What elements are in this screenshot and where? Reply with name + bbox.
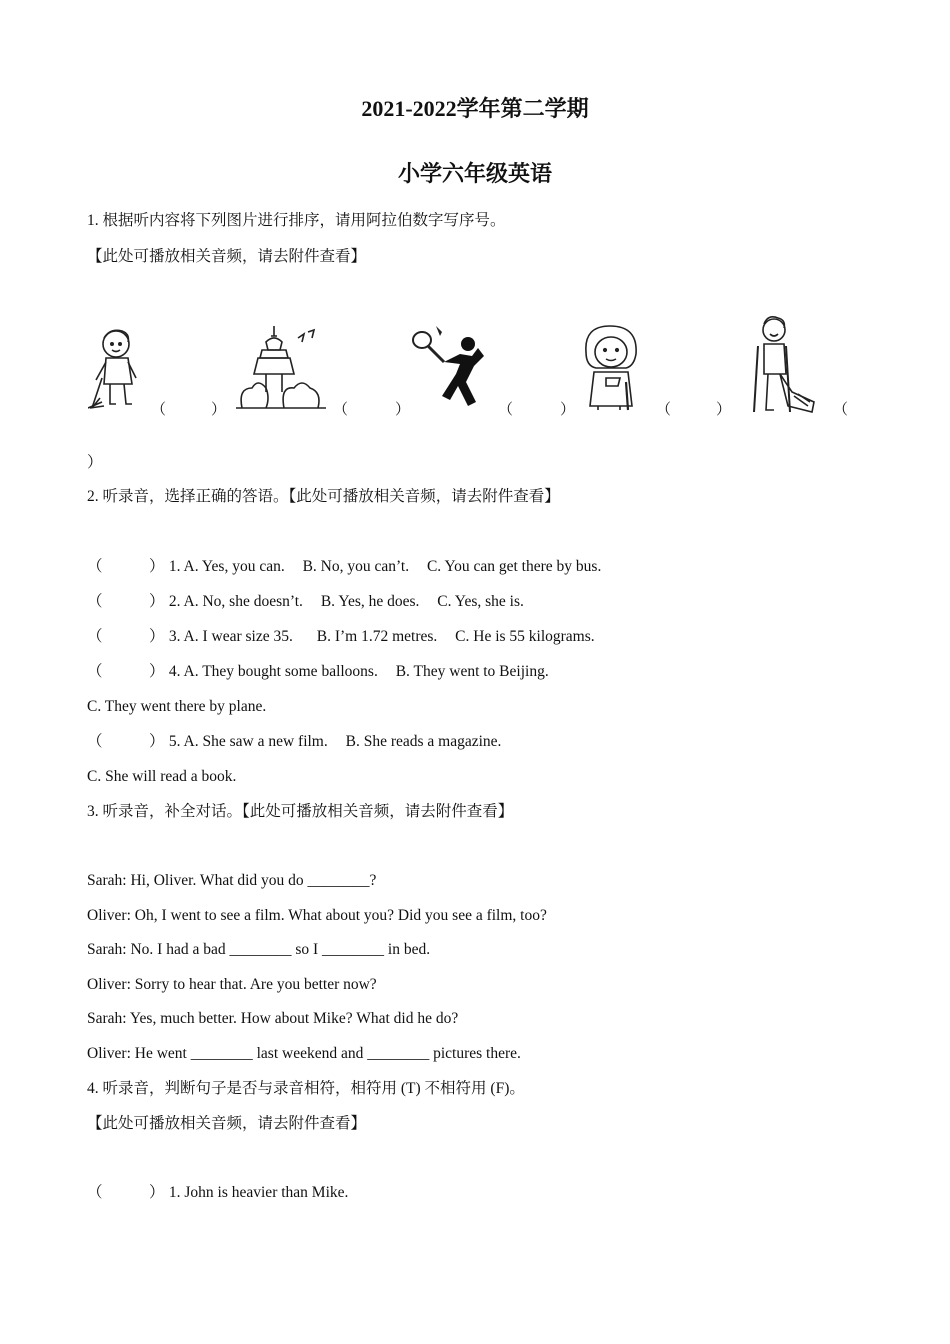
q2-item-5 xyxy=(87,732,501,752)
q4-prompt: 4. 听录音，判断句子是否与录音相符，相符用 (T) 不相符用 (F)。 xyxy=(87,1080,525,1097)
picture-boy-sweeping xyxy=(88,322,146,412)
q3-prompt: 3. 听录音，补全对话。【此处可播放相关音频，请去附件查看】 xyxy=(87,803,514,820)
option-c: C. You can get there by bus. xyxy=(426,558,602,575)
option-a: A. She saw a new film. xyxy=(183,733,328,750)
option-c: C. He is 55 kilograms. xyxy=(455,628,595,645)
page-subtitle: 小学六年级英语 xyxy=(397,161,552,186)
answer-paren-3-close: ） xyxy=(560,402,576,418)
q2-item-1 xyxy=(87,557,601,577)
option-a: A. I wear size 35. xyxy=(183,628,293,645)
answer-paren[interactable]: （ ） xyxy=(87,663,165,680)
q1-prompt: 1. 根据听内容将下列图片进行排序，请用阿拉伯数字写序号。 xyxy=(87,212,506,229)
answer-paren[interactable]: （ ） xyxy=(87,733,165,750)
option-b: B. They went to Beijing. xyxy=(395,663,549,680)
answer-paren-3-open[interactable]: （ xyxy=(498,402,514,418)
option-b: B. No, you can’t. xyxy=(302,558,410,575)
answer-paren-4-open[interactable]: （ xyxy=(656,402,672,418)
answer-paren[interactable]: （ ） xyxy=(87,558,165,575)
dialogue-line-6: Oliver: He went ________ last weekend and ________ pictures there. xyxy=(87,1045,521,1062)
q2-item-2 xyxy=(87,592,524,612)
item-number: 1. xyxy=(168,558,181,575)
q2-item-3 xyxy=(87,627,595,647)
q1-audio-note: 【此处可播放相关音频，请去附件查看】 xyxy=(87,248,367,265)
picture-badminton-player xyxy=(410,322,492,412)
q2-item-5-option-c: C. She will read a book. xyxy=(87,768,237,785)
dialogue-line-3: Sarah: No. I had a bad ________ so I ________ in bed. xyxy=(87,941,431,958)
option-c: C. Yes, she is. xyxy=(437,593,524,610)
item-number: 3. xyxy=(168,628,181,645)
option-b: B. I’m 1.72 metres. xyxy=(316,628,438,645)
option-b: B. Yes, he does. xyxy=(320,593,420,610)
answer-paren-5-open[interactable]: （ xyxy=(833,402,849,418)
option-a: A. Yes, you can. xyxy=(183,558,285,575)
statement: 1. John is heavier than Mike. xyxy=(168,1184,349,1201)
q2-item-4 xyxy=(87,662,549,682)
dialogue-line-2: Oliver: Oh, I went to see a film. What about you? Did you see a film, too? xyxy=(87,907,547,924)
picture-grandma xyxy=(576,322,644,412)
item-number: 4. xyxy=(168,663,181,680)
answer-paren-4-close: ） xyxy=(716,402,732,418)
q4-item-1 xyxy=(87,1183,348,1203)
answer-paren-2-close: ） xyxy=(395,402,411,418)
q2-prompt: 2. 听录音，选择正确的答语。【此处可播放相关音频，请去附件查看】 xyxy=(87,488,560,505)
answer-paren-1-close: ） xyxy=(211,402,227,418)
page-title: 2021-2022学年第二学期 xyxy=(361,96,589,121)
picture-temple xyxy=(236,322,326,412)
option-a: A. No, she doesn’t. xyxy=(183,593,303,610)
answer-paren-1-open[interactable]: （ xyxy=(151,402,167,418)
answer-paren[interactable]: （ ） xyxy=(87,1184,165,1201)
dialogue-line-1: Sarah: Hi, Oliver. What did you do ________? xyxy=(87,872,377,889)
option-b: B. She reads a magazine. xyxy=(345,733,502,750)
option-a: A. They bought some balloons. xyxy=(183,663,378,680)
answer-paren[interactable]: （ ） xyxy=(87,628,165,645)
answer-paren-5-close: ） xyxy=(87,454,103,471)
answer-paren-2-open[interactable]: （ xyxy=(333,402,349,418)
item-number: 2. xyxy=(168,593,181,610)
answer-paren[interactable]: （ ） xyxy=(87,593,165,610)
dialogue-line-4: Oliver: Sorry to hear that. Are you better now? xyxy=(87,976,377,993)
item-number: 5. xyxy=(168,733,181,750)
q2-item-4-option-c: C. They went there by plane. xyxy=(87,698,267,715)
q4-audio-note: 【此处可播放相关音频，请去附件查看】 xyxy=(87,1115,367,1132)
dialogue-line-5: Sarah: Yes, much better. How about Mike? What did he do? xyxy=(87,1010,459,1027)
picture-boy-crutches xyxy=(748,314,820,414)
